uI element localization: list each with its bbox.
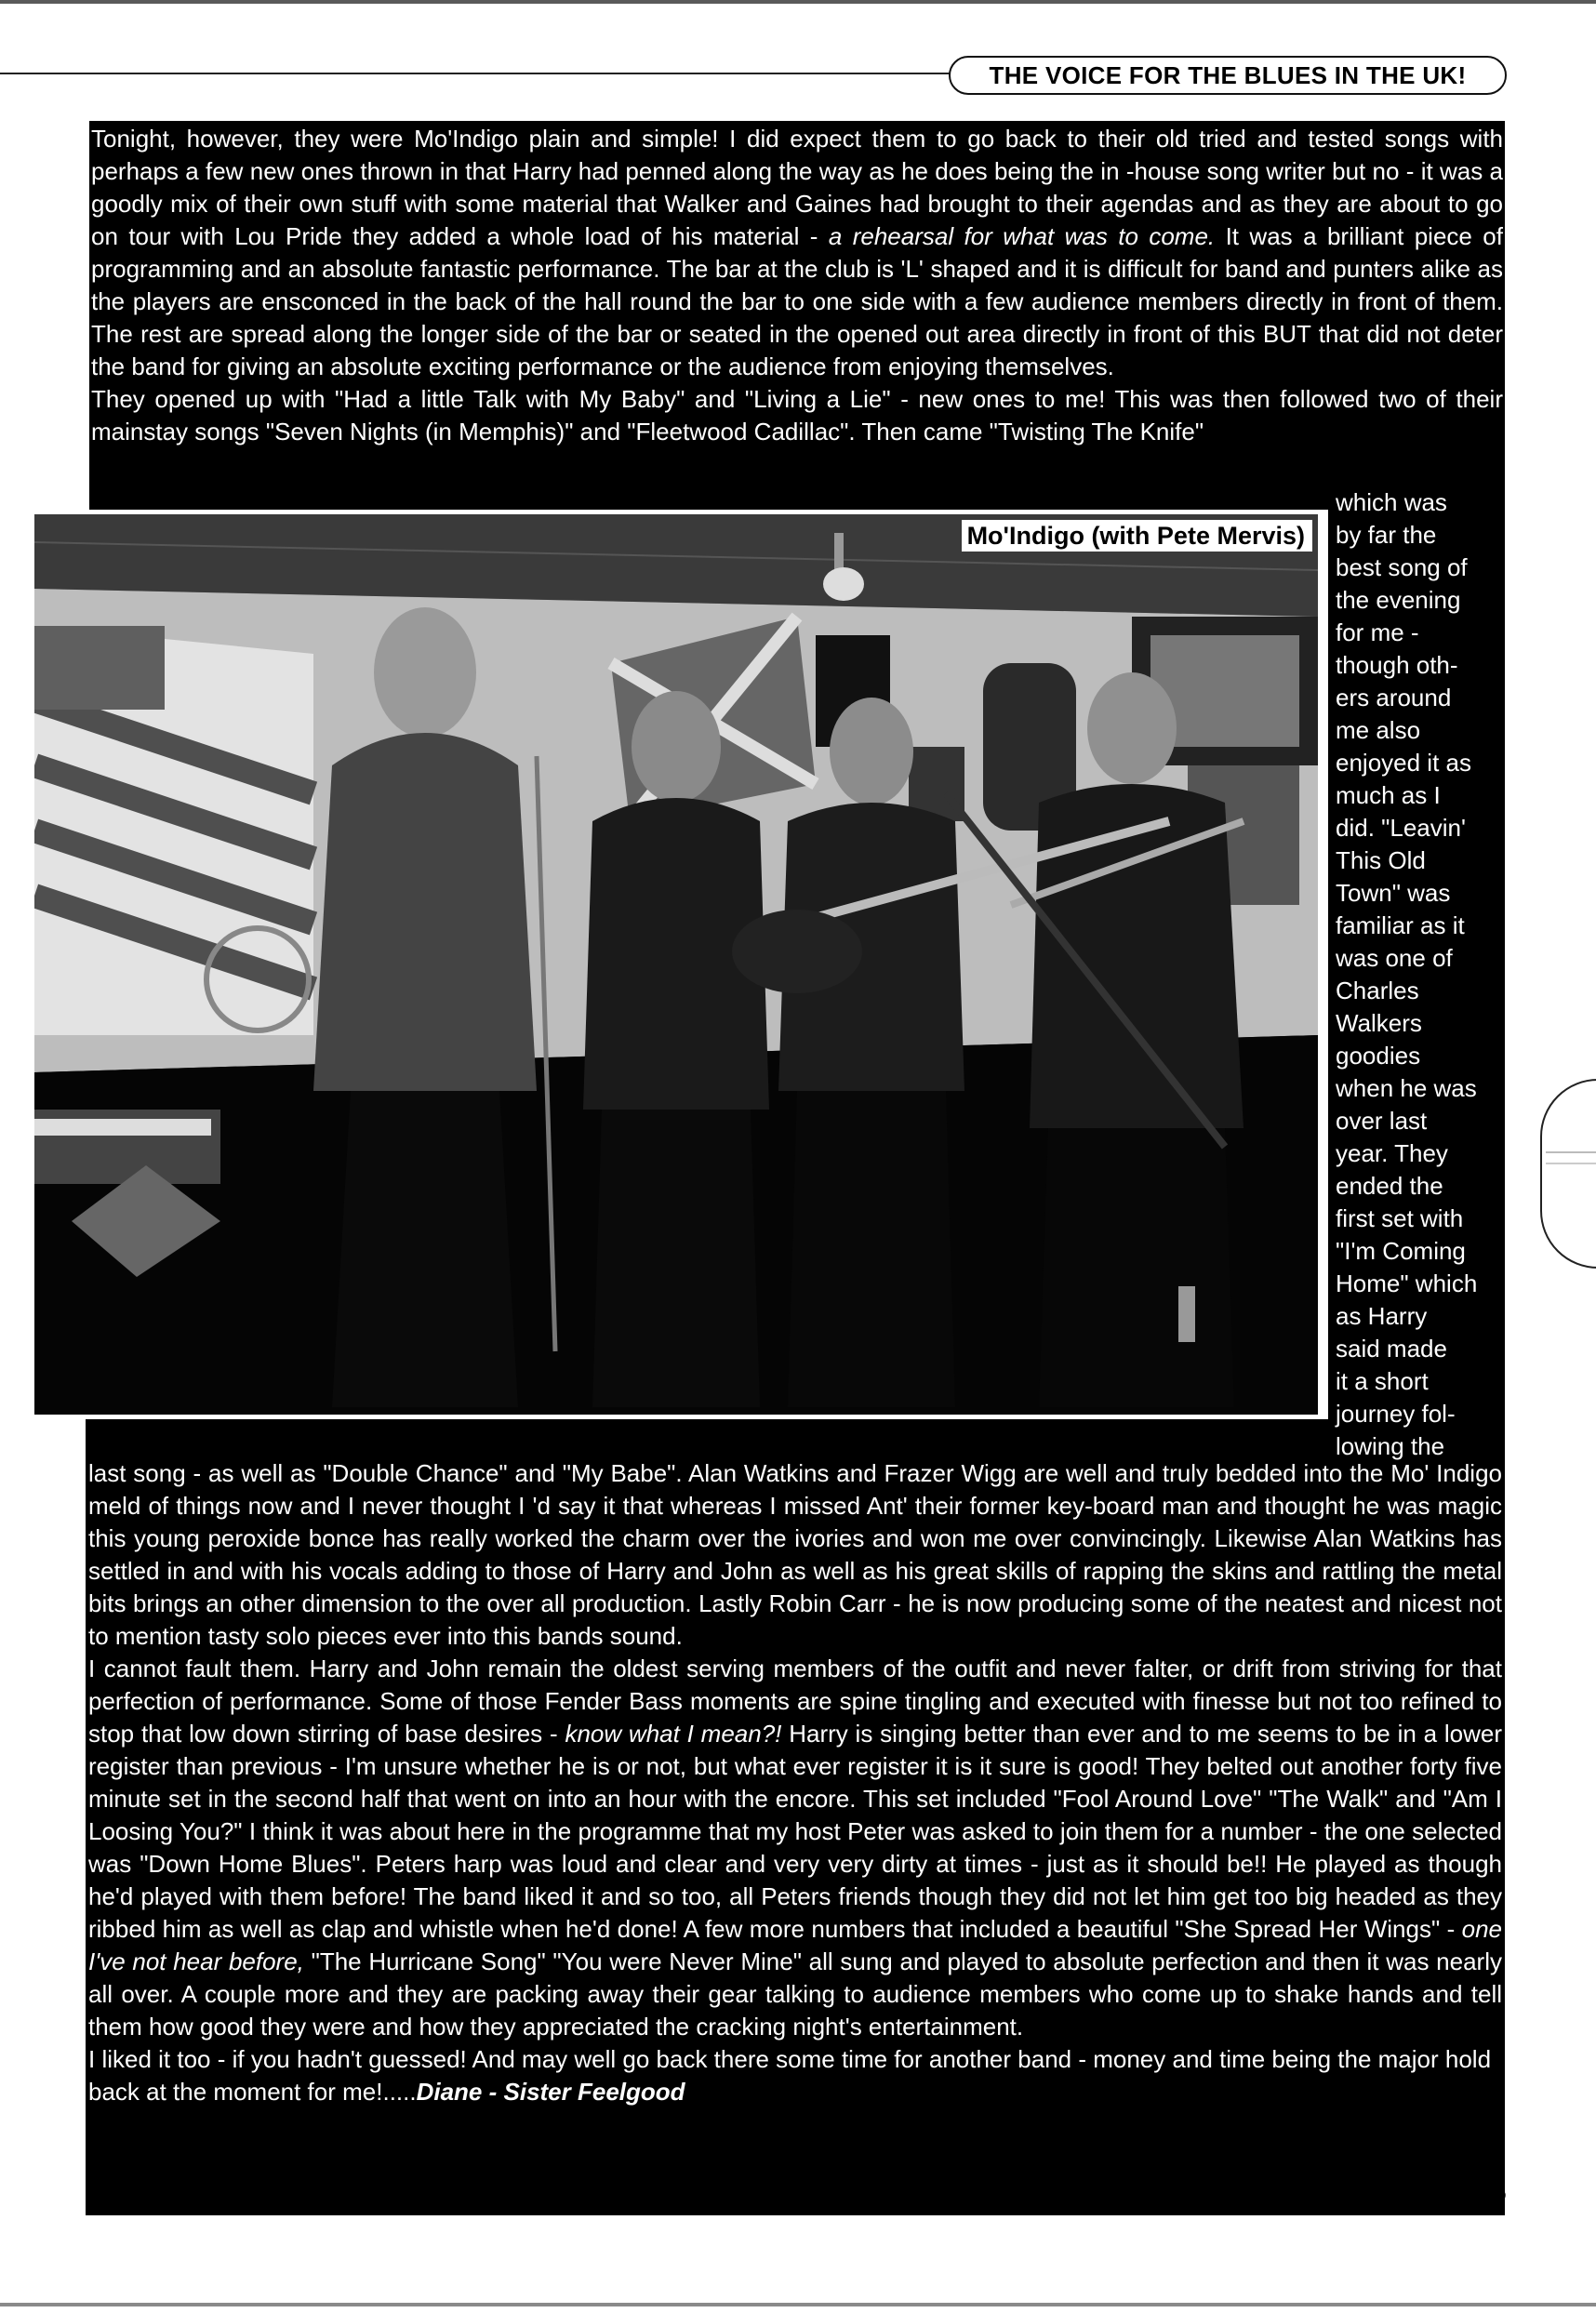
side-line: though oth- (1336, 651, 1458, 679)
article-top-text (91, 123, 1503, 448)
footer-magazine-initial-b: B (1210, 2177, 1231, 2208)
side-line: when he was (1336, 1074, 1477, 1102)
footer-magazine-initial-m: M (1289, 2177, 1313, 2208)
page-edge-tab (1540, 1079, 1596, 1269)
side-line: first set with (1336, 1204, 1464, 1232)
side-line: which was (1336, 488, 1447, 516)
side-line: was one of (1336, 944, 1453, 972)
side-line: Walkers (1336, 1009, 1422, 1037)
page-edge-tab-mark (1546, 1151, 1596, 1153)
paragraph-2-top: They opened up with "Had a little Talk with My Baby" and "Living a Lie" - new ones to me! This was then followed two of their mainstay songs "Seven Nights (in Memphis)" and "Fleetwood Cadillac". Then came "Twisting The Knife" (91, 385, 1503, 445)
photo-caption: Mo'Indigo (with Pete Mervis) (962, 520, 1312, 552)
photo-illustration (34, 514, 1318, 1415)
footer-magazine-part: lues (1230, 2177, 1290, 2208)
side-line: as Harry (1336, 1302, 1428, 1330)
footer-open-quote: ‘ (1203, 2177, 1211, 2208)
side-line: This Old (1336, 846, 1426, 874)
side-line: familiar as it (1336, 911, 1465, 939)
side-line: Town" was (1336, 879, 1451, 907)
side-line: year. They (1336, 1139, 1448, 1167)
top-rule (0, 0, 1596, 4)
side-line: goodies (1336, 1042, 1421, 1070)
bottom-rule (0, 2303, 1596, 2306)
side-line: said made (1336, 1335, 1447, 1363)
page-edge-tab-mark (1546, 1163, 1596, 1164)
paragraph-4: I liked it too - if you hadn't guessed! And may well go back there some time for another band - money and time being the major hold back at the moment for me!.....Diane - Sister Feelgood (88, 2045, 1492, 2106)
side-line: enjoyed it as (1336, 749, 1471, 777)
page-footer (1172, 2174, 1507, 2212)
side-line: best song of (1336, 553, 1468, 581)
author-signature: Diane - Sister Feelgood (416, 2078, 685, 2106)
side-line: "I'm Coming (1336, 1237, 1466, 1265)
side-column (1336, 486, 1503, 1463)
side-line: Home" which (1336, 1269, 1478, 1297)
side-line: me also (1336, 716, 1421, 744)
side-line: for me - (1336, 618, 1419, 646)
article-bottom-text (88, 1457, 1502, 2108)
band-photo (30, 510, 1323, 1419)
side-line: it a short (1336, 1367, 1429, 1395)
side-line: over last (1336, 1107, 1428, 1135)
paragraph-3: I cannot fault them. Harry and John remain the oldest serving members of the outfit and never falter, or drift from striving for that perfection of performance. Some of those Fender Bass moments are spine tingling and executed with finesse but not too refined to stop that low down stirring of base desires - know what I mean?! Harry is singing better than ever and to me seems to be in a lower register than previous - I'm unsure whether he is or not, but what ever register it is it sure is good! They belted out another forty five minute set in the second half that went on into an hour with the encore. This set included "Fool Around Love" "The Walk" and "Am I Loosing You?" I think it was about here in the programme that my host Peter was asked to join them for a number - the one selected was "Down Home Blues". Peters harp was loud and clear and very very dirty at times - just as it should be!! He played as though he'd played with them before! The band liked it and so too, all Peters friends though they did not let him get too big headed as they ribbed him as well as clap and whistle when he'd done! A few more numbers that included a beautiful "She Spread Her Wings" - one I've not hear before, "The Hurricane Song" "You were Never Mine" all sung and played to absolute perfection and then it was nearly all over. A couple more and they are packing away their gear talking to audience members who come up to shake hands and tell them how good they were and how they appreciated the cracking night's entertainment. (88, 1655, 1502, 2040)
footer-magazine-part: atters! (1312, 2177, 1390, 2208)
side-line: lowing the (1336, 1432, 1445, 1460)
side-line: by far the (1336, 521, 1437, 549)
side-line: Charles (1336, 977, 1419, 1004)
side-line: journey fol- (1336, 1400, 1456, 1428)
paragraph-2-bottom: last song - as well as "Double Chance" and "My Babe". Alan Watkins and Frazer Wigg are well and truly bedded into the Mo' Indigo meld of things now and I never thought I 'd say it that whereas I missed Ant' their former key-board man and thought he was magic this young peroxide bonce has really worked the charm over the ivories and won me over convincingly. Likewise Alan Watkins has settled in and with his vocals adding to those of Harry and John as well as his great skills of rapping the skins and rattling the metal bits brings an other dimension to the over all production. Lastly Robin Carr - he is now producing some of the neatest and nicest not to mention tasty solo pieces ever into this bands sound. (88, 1459, 1502, 1650)
page-number: page 95 (1405, 2177, 1507, 2208)
side-line: did. "Leavin' (1336, 814, 1466, 842)
paragraph-1: Tonight, however, they were Mo'Indigo plain and simple! I did expect them to go back to their old tried and tested songs with perhaps a few new ones thrown in that Harry had penned along the way as he does being the in -house song writer but no - it was a goodly mix of their own stuff with some material that Walker and Gaines had brought to their agendas and as they are about to go on tour with Lou Pride they added a whole load of his material - a rehearsal for what was to come. It was a brilliant piece of programming and an absolute fantastic performance. The bar at the club is 'L' shaped and it is difficult for band and punters alike as the players are ensconced in the back of the hall round the bar to one side with a few audience members directly in front of them. The rest are spread along the longer side of the bar or seated in the opened out area directly in front of this BUT that did not deter the band for giving an absolute exciting performance or the audience from enjoying themselves. (91, 125, 1503, 380)
side-line: ers around (1336, 684, 1452, 711)
side-line: the evening (1336, 586, 1461, 614)
photo-image (34, 514, 1318, 1415)
side-line: ended the (1336, 1172, 1443, 1200)
header-rule (0, 73, 958, 74)
side-line: much as I (1336, 781, 1441, 809)
footer-close-quote: ’ (1390, 2177, 1399, 2208)
header-tagline: THE VOICE FOR THE BLUES IN THE UK! (949, 56, 1507, 95)
